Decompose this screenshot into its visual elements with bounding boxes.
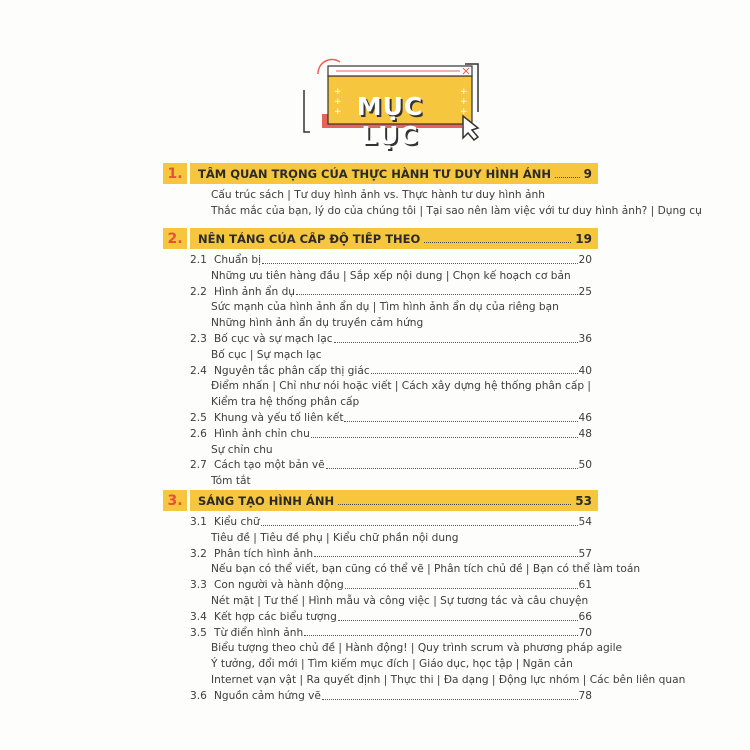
section-page: 46 [578, 411, 592, 424]
svg-text:+: + [460, 97, 468, 107]
section-row [163, 689, 598, 705]
dot-leader [304, 626, 577, 637]
chapter-page: 9 [583, 166, 592, 181]
section-row [163, 285, 598, 301]
chapter-1 [163, 163, 702, 220]
chapter-header [163, 163, 598, 184]
section-row [163, 411, 598, 427]
section-title: Con người và hành động [214, 579, 344, 592]
section-row [163, 332, 598, 348]
dot-leader [326, 458, 578, 469]
section-title: Kiểu chữ [214, 516, 260, 528]
dot-leader [311, 427, 578, 438]
subtopic-line: Sức mạnh của hình ảnh ẩn dụ | Tìm hình ảnh ẩn dụ của riêng bạn [211, 301, 559, 314]
section-row [163, 610, 598, 626]
section-row [163, 578, 598, 594]
subtopic-line: Kiểm tra hệ thống phân cấp [211, 396, 360, 409]
muc-luc-logo [300, 52, 480, 150]
section-number: 3.3 [190, 579, 207, 592]
dot-leader [345, 578, 578, 589]
section-number: 3.4 [190, 610, 207, 623]
chapter-2 [163, 228, 598, 490]
dot-leader [261, 515, 578, 526]
dot-leader [322, 689, 578, 700]
section-page: 48 [578, 427, 592, 440]
dot-leader [371, 364, 578, 375]
section-number: 2.7 [190, 459, 207, 472]
chapter-title: NỀN TẢNG CỦA CẤP ĐỘ TIẾP THEO [198, 231, 421, 246]
chapter-title-row [190, 232, 598, 246]
section-title: Từ điển hình ảnh [214, 626, 304, 639]
page-title: MỤC LỤC [356, 92, 424, 150]
section-page: 50 [578, 459, 592, 472]
subtopic-line: Nếu bạn có thể viết, bạn cũng có thể vẽ | Phân tích chủ đề | Bạn có thể làm toán [211, 563, 641, 576]
subtopic-line: Internet vạn vật | Ra quyết định | Thực thi | Đa dạng | Động lực nhóm | Các bên liên quan [211, 673, 686, 686]
section-row [163, 364, 598, 380]
subtopic-line: Thắc mắc của bạn, lý do của chúng tôi | Tại sao nên làm việc với tư duy hình ảnh? | Dụng cụ [211, 204, 702, 217]
chapter-header [163, 228, 598, 249]
section-page: 20 [578, 254, 592, 266]
section-title: Hình ảnh ẩn dụ [214, 285, 296, 298]
section-page: 54 [578, 516, 592, 528]
chapter-body [163, 511, 686, 705]
subtopic-line: Điểm nhấn | Chỉ như nói hoặc viết | Cách xây dựng hệ thống phân cấp | [211, 380, 591, 393]
chapter-title: TẦM QUAN TRỌNG CỦA THỰC HÀNH TƯ DUY HÌNH ẢNH [198, 166, 551, 181]
dot-leader [296, 285, 578, 296]
section-number: 3.5 [190, 626, 207, 639]
section-title: Kết hợp các biểu tượng [214, 610, 337, 623]
section-page: 40 [578, 364, 592, 377]
subtopic-line: Tiêu đề | Tiêu đề phụ | Kiểu chữ phần nội dung [211, 531, 459, 544]
svg-text:+: + [334, 97, 342, 107]
section-number: 3.6 [190, 689, 207, 702]
section-number: 2.6 [190, 427, 207, 440]
subtopic-line: Nét mặt | Tư thế | Hình mẫu và công việc | Sự tương tác và câu chuyện [211, 594, 589, 607]
svg-text:+: + [334, 107, 342, 117]
section-title: Phân tích hình ảnh [214, 547, 314, 560]
section-number: 2.2 [190, 285, 207, 298]
section-number: 2.5 [190, 411, 207, 424]
chapter-3 [163, 490, 686, 705]
section-number: 2.3 [190, 332, 207, 345]
section-number: 3.2 [190, 547, 207, 560]
section-row [163, 253, 598, 269]
subtopic-line: Tóm tắt [211, 475, 251, 488]
dot-leader [338, 610, 578, 621]
subtopic-line: Những ưu tiên hàng đầu | Sắp xếp nội dung | Chọn kế hoạch cơ bản [211, 269, 571, 282]
svg-text:+: + [334, 87, 342, 97]
section-page: 70 [578, 626, 592, 639]
section-row [163, 458, 598, 474]
chapter-page: 19 [575, 231, 592, 246]
svg-text:+: + [460, 87, 468, 97]
subtopic-line: Cấu trúc sách | Tư duy hình ảnh vs. Thực hành tư duy hình ảnh [211, 189, 545, 201]
chapter-number: 1. [163, 163, 190, 184]
svg-text:+: + [460, 107, 468, 117]
chapter-page: 53 [575, 493, 592, 508]
section-row [163, 547, 598, 563]
section-row [163, 626, 598, 642]
dot-leader [338, 496, 571, 505]
section-row [163, 427, 598, 443]
section-title: Khung và yếu tố liên kết [214, 411, 344, 424]
dot-leader [262, 253, 577, 264]
section-page: 36 [578, 332, 592, 345]
section-number: 3.1 [190, 516, 207, 528]
section-number: 2.1 [190, 254, 207, 266]
section-title: Nguồn cảm hứng vẽ [214, 689, 321, 702]
section-title: Hình ảnh chỉn chu [214, 427, 310, 440]
section-page: 25 [578, 285, 592, 298]
section-title: Nguyên tắc phân cấp thị giác [214, 364, 370, 377]
dot-leader [555, 169, 580, 178]
chapter-number: 2. [163, 228, 190, 249]
section-title: Cách tạo một bản vẽ [214, 459, 325, 472]
subtopic-line: Những hình ảnh ẩn dụ truyền cảm hứng [211, 317, 424, 330]
chapter-number: 3. [163, 490, 190, 511]
section-page: 78 [578, 689, 592, 702]
section-page: 61 [578, 579, 592, 592]
subtopic-line: Bố cục | Sự mạch lạc [211, 348, 322, 361]
dot-leader [314, 547, 577, 558]
section-number: 2.4 [190, 364, 207, 377]
chapter-body [163, 184, 702, 220]
section-page: 66 [578, 610, 592, 623]
section-row [163, 515, 598, 531]
chapter-title-row [190, 167, 598, 181]
chapter-body [163, 249, 598, 490]
chapter-header [163, 490, 598, 511]
chapter-title: SÁNG TẠO HÌNH ẢNH [198, 493, 335, 508]
section-title: Chuẩn bị [214, 254, 262, 266]
subtopic-line: Sự chỉn chu [211, 443, 273, 456]
chapter-title-row [190, 494, 598, 508]
subtopic-line: Biểu tượng theo chủ đề | Hành động! | Quy trình scrum và phương pháp agile [211, 642, 623, 655]
dot-leader [424, 234, 571, 243]
section-title: Bố cục và sự mạch lạc [214, 332, 333, 345]
section-page: 57 [578, 547, 592, 560]
dot-leader [344, 411, 577, 422]
subtopic-line: Ý tưởng, đổi mới | Tìm kiếm mục đích | Giáo dục, học tập | Ngăn cản [211, 658, 573, 671]
dot-leader [334, 332, 578, 343]
